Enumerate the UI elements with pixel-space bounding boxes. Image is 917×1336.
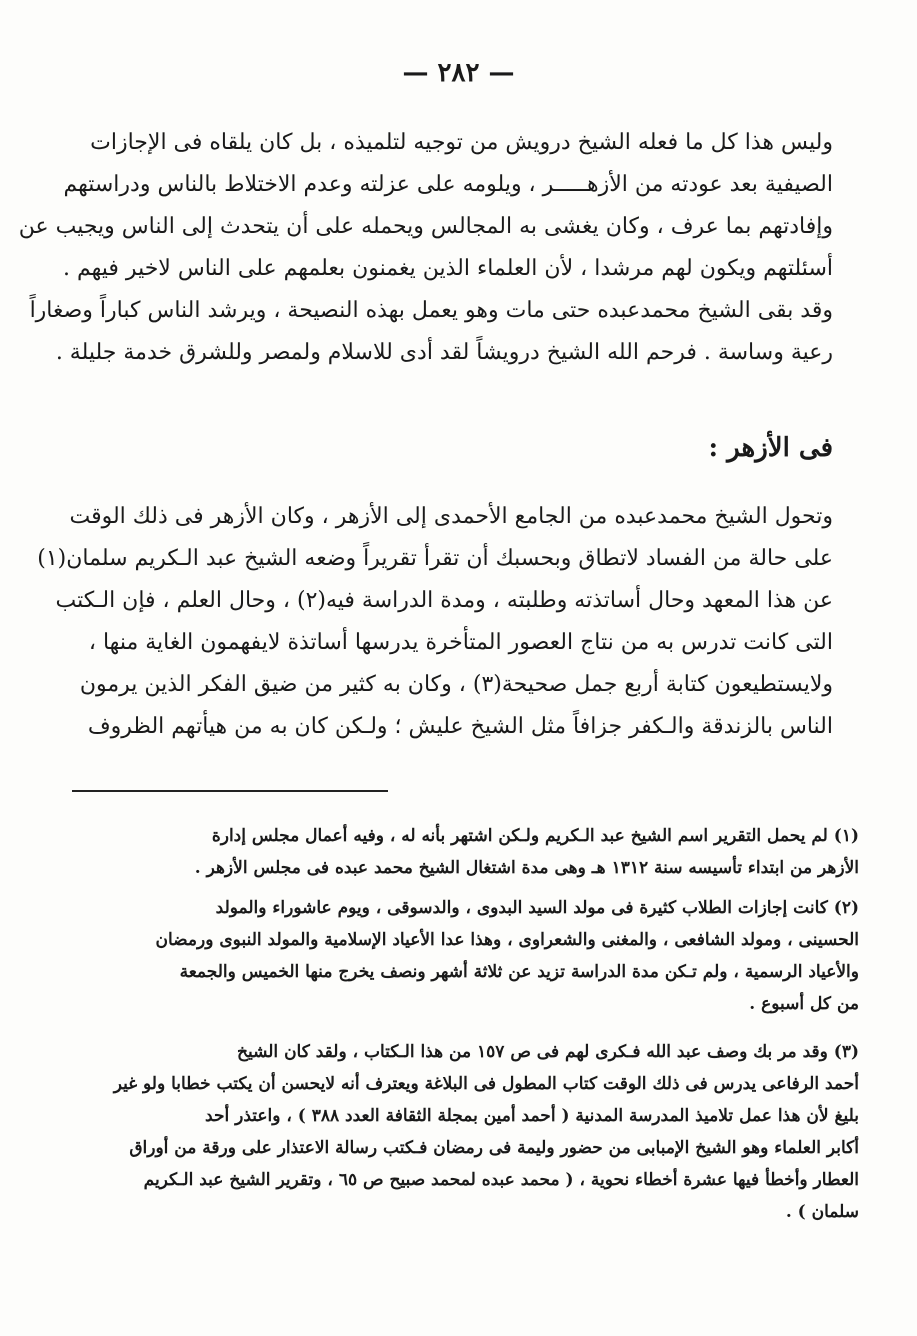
text-line: رعية وساسة . فرحم الله الشيخ درويشاً لقد أدى للاسلام ولمصر وللشرق خدمة جليلة . — [55, 340, 833, 365]
text-line: أسئلتهم ويكون لهم مرشدا ، لأن العلماء الذين يغمنون بعلمهم على الناس لاخير فيهم . — [63, 256, 833, 281]
text-line: وقد بقى الشيخ محمدعبده حتى مات وهو يعمل بهذه النصيحة ، ويرشد الناس كباراً وصغاراً — [29, 298, 833, 323]
footnote-line: (١) لم يحمل التقرير اسم الشيخ عبد الـكريم ولـكن اشتهر بأنه له ، وفيه أعمال مجلس إدارة — [211, 826, 859, 846]
text-line: وتحول الشيخ محمدعبده من الجامع الأحمدى إلى الأزهر ، وكان الأزهر فى ذلك الوقت — [69, 504, 833, 529]
section-heading: فى الأزهر : — [708, 433, 833, 463]
footnote-line: العطار وأخطأ فيها عشرة أخطاء نحوية ، ( محمد عبده لمحمد صبيح ص ٦٥ ، وتقرير الشيخ عبد الـكريم — [143, 1170, 859, 1190]
footnote-line: أكابر العلماء وهو الشيخ الإمبابى من حضور وليمة فى رمضان فـكتب رسالة الاعتذار على ورقة من أوراق — [129, 1138, 859, 1158]
footnote-line: بليغ لأن هذا عمل تلاميذ المدرسة المدنية ( أحمد أمين بمجلة الثقافة العدد ٣٨٨ ) ، واعتذر أحد — [205, 1106, 859, 1126]
footnote-line: والأعياد الرسمية ، ولم تـكن مدة الدراسة تزيد عن ثلاثة أشهر ونصف يخرج منها الخميس والجمعة — [179, 962, 859, 982]
footnote-line: الحسينى ، ومولد الشافعى ، والمغنى والشعراوى ، وهذا عدا الأعياد الإسلامية والمولد النبوى ورمضان — [155, 930, 859, 950]
text-line: وإفادتهم بما عرف ، وكان يغشى به المجالس ويحمله على أن يتحدث إلى الناس ويجيب عن — [18, 214, 833, 239]
text-line: ولايستطيعون كتابة أربع جمل صحيحة(٣) ، وكان به كثير من ضيق الفكر الذين يرمون — [79, 672, 833, 697]
azhar-paragraph — [37, 496, 833, 748]
intro-paragraph — [18, 122, 833, 374]
footnote-line: من كل أسبوع . — [749, 994, 859, 1014]
text-line: الصيفية بعد عودته من الأزهـــــر ، ويلومه على عزلته وعدم الاختلاط بالناس ودراستهم — [63, 172, 833, 197]
text-line: الناس بالزندقة والـكفر جزافاً مثل الشيخ عليش ؛ ولـكن كان به من هيأتهم الظروف — [87, 714, 833, 739]
footnote-3 — [69, 1036, 859, 1228]
text-line: عن هذا المعهد وحال أساتذته وطلبته ، ومدة الدراسة فيه(٢) ، وحال العلم ، فإن الـكتب — [55, 588, 833, 613]
footnote-line: أحمد الرفاعى يدرس فى ذلك الوقت كتاب المطول فى البلاغة ويعترف أنه لايحسن أن يكتب خطابا ولو غير — [113, 1074, 859, 1094]
text-line: على حالة من الفساد لاتطاق وبحسبك أن تقرأ تقريراً وضعه الشيخ عبد الـكريم سلمان(١) — [37, 546, 833, 571]
footnote-line: (٣) وقد مر بك وصف عبد الله فـكرى لهم فى ص ١٥٧ من هذا الـكتاب ، ولقد كان الشيخ — [236, 1042, 859, 1062]
footnote-2 — [69, 892, 859, 1020]
footnote-line: الأزهر من ابتداء تأسيسه سنة ١٣١٢ هـ وهى مدة اشتغال الشيخ محمد عبده فى مجلس الأزهر . — [194, 858, 859, 878]
footnote-line: (٢) كانت إجازات الطلاب كثيرة فى مولد السيد البدوى ، والدسوقى ، ويوم عاشوراء والمولد — [215, 898, 859, 918]
page-number: — ٢٨٢ — — [402, 58, 515, 88]
text-line: وليس هذا كل ما فعله الشيخ درويش من توجيه لتلميذه ، بل كان يلقاه فى الإجازات — [90, 130, 833, 155]
footnote-1 — [69, 820, 859, 884]
text-line: التى كانت تدرس به من نتاج العصور المتأخرة يدرسها أساتذة لايفهمون الغاية منها ، — [88, 630, 833, 655]
footnote-line: سلمان ) . — [785, 1202, 859, 1222]
footnote-separator — [72, 790, 388, 792]
